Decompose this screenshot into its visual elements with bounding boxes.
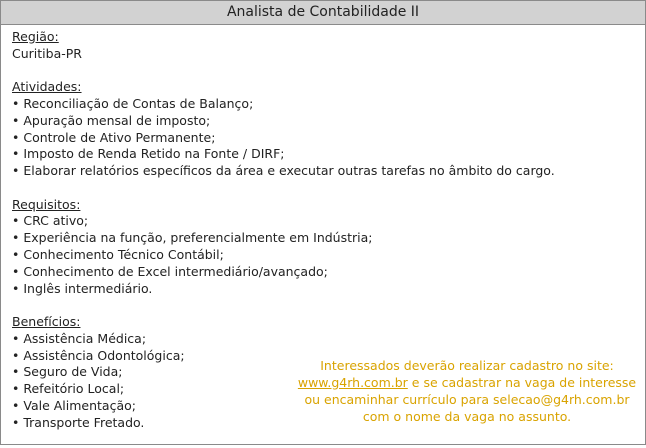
list-item: • Assistência Médica; xyxy=(12,331,635,348)
list-item: • Refeitório Local; xyxy=(12,381,635,398)
list-item: • Imposto de Renda Retido na Fonte / DIRF; xyxy=(12,146,635,163)
requisitos-list xyxy=(12,213,635,297)
list-item: • Assistência Odontológica; xyxy=(12,348,635,365)
list-item: • Vale Alimentação; xyxy=(12,398,635,415)
application-instructions xyxy=(287,357,646,425)
list-item: • Seguro de Vida; xyxy=(12,364,635,381)
requisitos-heading: Requisitos: xyxy=(12,196,81,212)
contact-line-4: com o nome da vaga no assunto. xyxy=(362,409,572,424)
list-item: • Reconciliação de Contas de Balanço; xyxy=(12,96,635,113)
list-item: • Apuração mensal de imposto; xyxy=(12,113,635,130)
list-item: • Transporte Fretado. xyxy=(12,415,635,432)
regiao-heading: Região: xyxy=(12,29,59,44)
list-item: • CRC ativo; xyxy=(12,213,635,230)
list-item: • Conhecimento Técnico Contábil; xyxy=(12,247,635,264)
list-item: • Inglês intermediário. xyxy=(12,281,635,298)
list-item: • Conhecimento de Excel intermediário/avançado; xyxy=(12,264,635,281)
contact-line-1: Interessados deverão realizar cadastro no site: xyxy=(320,358,614,373)
contact-line-3: ou encaminhar currículo para selecao@g4rh.com.br xyxy=(304,392,630,407)
list-item: • Elaborar relatórios específicos da área e executar outras tarefas no âmbito do cargo. xyxy=(12,163,635,180)
list-item: • Experiência na função, preferencialmente em Indústria; xyxy=(12,230,635,247)
beneficios-heading: Benefícios: xyxy=(12,313,81,329)
website-link[interactable]: www.g4rh.com.br xyxy=(297,375,408,390)
job-title-header xyxy=(1,1,645,25)
regiao-value: Curitiba-PR xyxy=(12,45,82,61)
contact-line-2 xyxy=(287,374,646,391)
atividades-list xyxy=(12,96,635,180)
section-atividades xyxy=(12,79,635,180)
list-item: • Controle de Ativo Permanente; xyxy=(12,130,635,147)
atividades-heading: Atividades: xyxy=(12,79,82,95)
contact-line-2-text: e se cadastrar na vaga de interesse xyxy=(407,375,637,390)
section-requisitos xyxy=(12,197,635,298)
job-title: Analista de Contabilidade II xyxy=(226,4,420,20)
section-regiao xyxy=(12,29,635,63)
